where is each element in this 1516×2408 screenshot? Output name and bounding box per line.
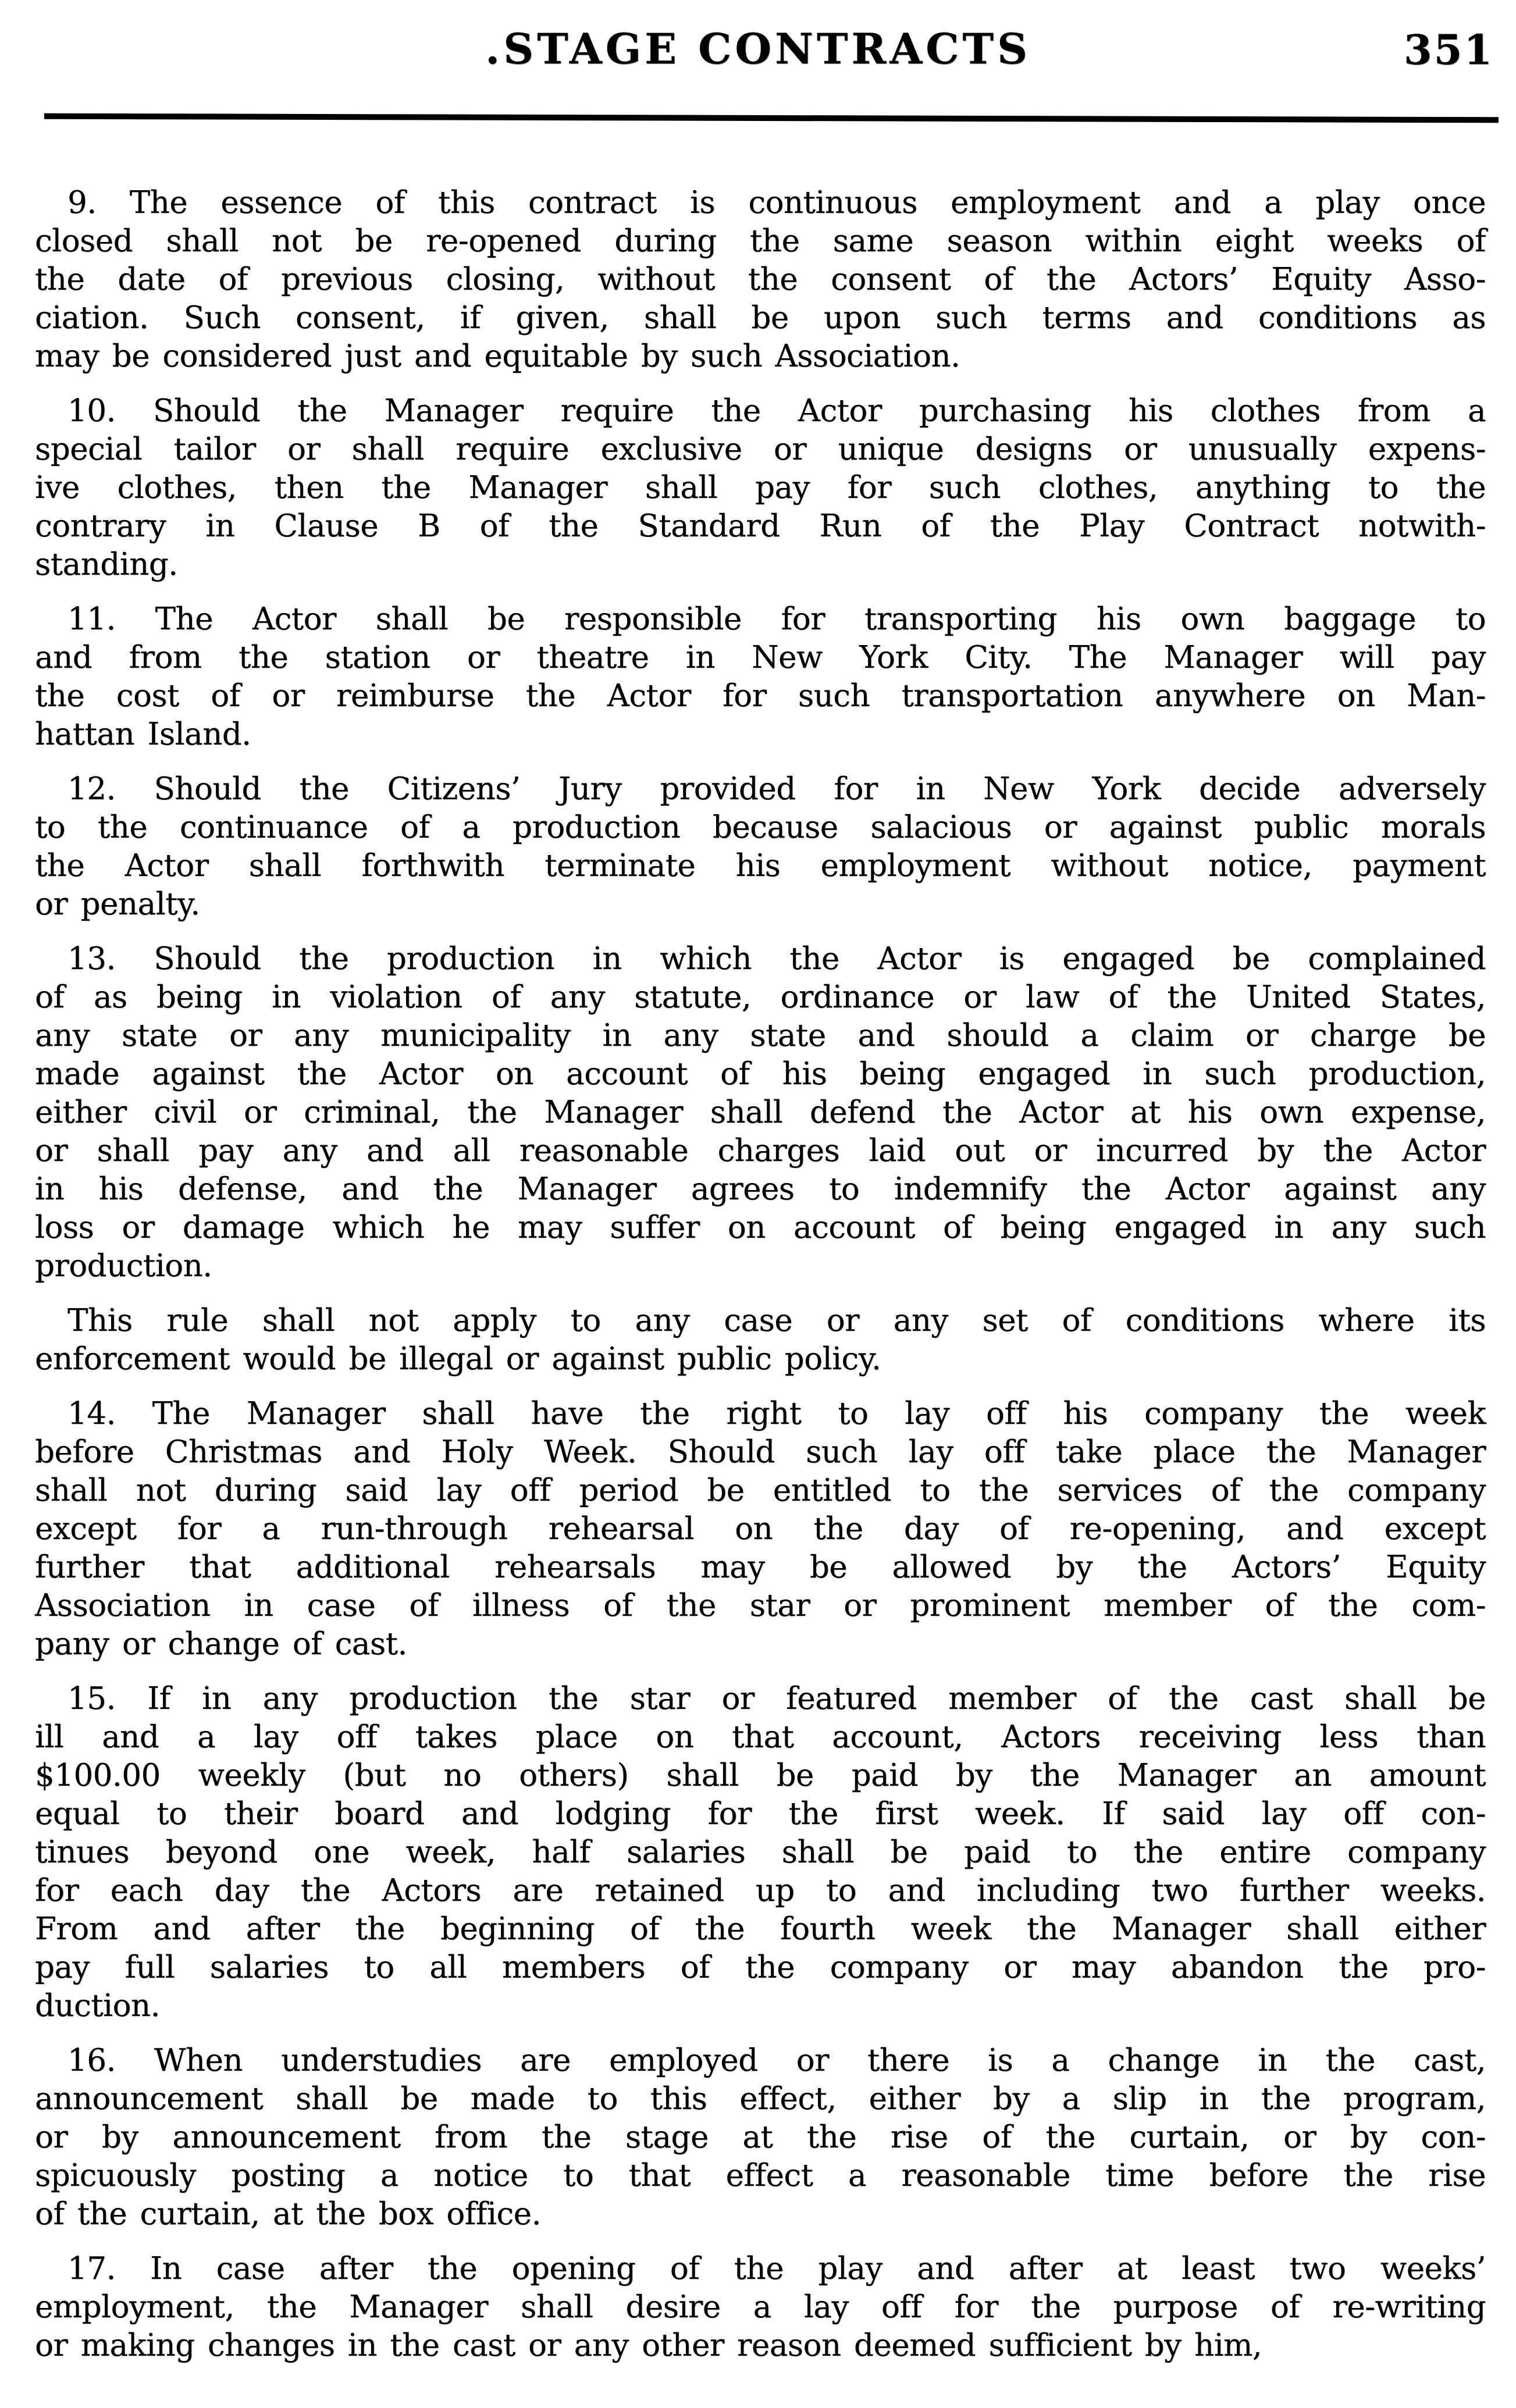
text-line: made against the Actor on account of his being engaged in such production, xyxy=(35,1056,1486,1092)
text-line: loss or damage which he may suffer on account of being engaged in any such xyxy=(35,1210,1486,1245)
text-line: contrary in Clause B of the Standard Run of the Play Contract notwith- xyxy=(35,508,1486,544)
contract-clause xyxy=(35,770,1486,924)
text-line: the date of previous closing, without the consent of the Actors’ Equity Asso- xyxy=(35,262,1486,297)
text-line: of as being in violation of any statute, ordinance or law of the United States, xyxy=(35,979,1486,1015)
text-line: hattan Island. xyxy=(35,717,251,752)
contract-clause xyxy=(35,600,1486,754)
contract-clause xyxy=(35,2250,1486,2365)
text-line: 13. Should the production in which the Actor is engaged be complained xyxy=(67,941,1486,977)
contract-clause xyxy=(35,2042,1486,2234)
text-line: standing. xyxy=(35,547,178,582)
text-line: any state or any municipality in any state and should a claim or charge be xyxy=(35,1018,1486,1053)
contract-clause xyxy=(35,1302,1486,1378)
text-line: 12. Should the Citizens’ Jury provided for in New York decide adversely xyxy=(67,771,1486,807)
text-line: and from the station or theatre in New York City. The Manager will pay xyxy=(35,640,1486,675)
text-line: duction. xyxy=(35,1988,160,2024)
text-line: ill and a lay off takes place on that account, Actors receiving less than xyxy=(35,1719,1486,1755)
text-line: or by announcement from the stage at the rise of the curtain, or by con- xyxy=(35,2120,1486,2155)
text-line: 9. The essence of this contract is continuous employment and a play once xyxy=(67,185,1486,220)
text-line: pany or change of cast. xyxy=(35,1626,407,1662)
page-number: 351 xyxy=(1403,26,1494,74)
text-line: or shall pay any and all reasonable charges laid out or incurred by the Actor xyxy=(35,1133,1486,1169)
text-line: This rule shall not apply to any case or any set of conditions where its xyxy=(67,1303,1486,1338)
text-line: further that additional rehearsals may be allowed by the Actors’ Equity xyxy=(35,1549,1486,1585)
text-line: except for a run-through rehearsal on the day of re-opening, and except xyxy=(35,1511,1486,1547)
text-line: announcement shall be made to this effect, either by a slip in the program, xyxy=(35,2081,1486,2117)
text-line: ive clothes, then the Manager shall pay for such clothes, anything to the xyxy=(35,470,1486,505)
contract-clause xyxy=(35,392,1486,584)
text-line: of the curtain, at the box office. xyxy=(35,2196,541,2232)
text-line: 14. The Manager shall have the right to lay off his company the week xyxy=(67,1396,1486,1431)
text-line: spicuously posting a notice to that effect a reasonable time before the rise xyxy=(35,2158,1486,2193)
contract-clause xyxy=(35,1680,1486,2025)
text-line: pay full salaries to all members of the company or may abandon the pro- xyxy=(35,1950,1486,1985)
text-line: production. xyxy=(35,1248,212,1284)
header-divider-rule xyxy=(44,113,1499,123)
text-line: closed shall not be re-opened during the same season within eight weeks of xyxy=(35,223,1486,259)
text-line: ciation. Such consent, if given, shall be upon such terms and conditions as xyxy=(35,300,1486,336)
text-line: may be considered just and equitable by such Association. xyxy=(35,339,960,374)
text-line: 17. In case after the opening of the play and after at least two weeks’ xyxy=(67,2251,1486,2286)
document-body xyxy=(35,184,1486,2365)
text-line: before Christmas and Holy Week. Should such lay off take place the Manager xyxy=(35,1434,1486,1470)
text-line: the cost of or reimburse the Actor for such transportation anywhere on Man- xyxy=(35,678,1486,714)
text-line: special tailor or shall require exclusive or unique designs or unusually expens- xyxy=(35,432,1486,467)
text-line: enforcement would be illegal or against public policy. xyxy=(35,1341,881,1377)
text-line: to the continuance of a production because salacious or against public morals xyxy=(35,810,1486,845)
text-line: or penalty. xyxy=(35,886,200,922)
text-line: in his defense, and the Manager agrees to indemnify the Actor against any xyxy=(35,1171,1486,1207)
text-line: for each day the Actors are retained up to and including two further weeks. xyxy=(35,1873,1486,1908)
page-header xyxy=(0,0,1516,98)
contract-clause xyxy=(35,1395,1486,1663)
text-line: Association in case of illness of the star or prominent member of the com- xyxy=(35,1588,1486,1623)
text-line: either civil or criminal, the Manager shall defend the Actor at his own expense, xyxy=(35,1095,1486,1130)
text-line: 16. When understudies are employed or there is a change in the cast, xyxy=(67,2043,1486,2078)
text-line: 11. The Actor shall be responsible for transporting his own baggage to xyxy=(67,601,1486,637)
text-line: tinues beyond one week, half salaries shall be paid to the entire company xyxy=(35,1835,1486,1870)
contract-clause xyxy=(35,940,1486,1285)
text-line: $100.00 weekly (but no others) shall be paid by the Manager an amount xyxy=(35,1758,1486,1793)
page-title: .STAGE CONTRACTS xyxy=(485,24,1031,73)
text-line: From and after the beginning of the fourth week the Manager shall either xyxy=(35,1911,1486,1947)
text-line: shall not during said lay off period be entitled to the services of the company xyxy=(35,1473,1486,1508)
text-line: equal to their board and lodging for the first week. If said lay off con- xyxy=(35,1796,1486,1832)
text-line: the Actor shall forthwith terminate his employment without notice, payment xyxy=(35,848,1486,884)
text-line: 10. Should the Manager require the Actor purchasing his clothes from a xyxy=(67,393,1486,429)
text-line: or making changes in the cast or any other reason deemed sufficient by him, xyxy=(35,2328,1262,2363)
text-line: employment, the Manager shall desire a lay off for the purpose of re-writing xyxy=(35,2289,1486,2325)
contract-clause xyxy=(35,184,1486,376)
text-line: 15. If in any production the star or featured member of the cast shall be xyxy=(67,1681,1486,1716)
